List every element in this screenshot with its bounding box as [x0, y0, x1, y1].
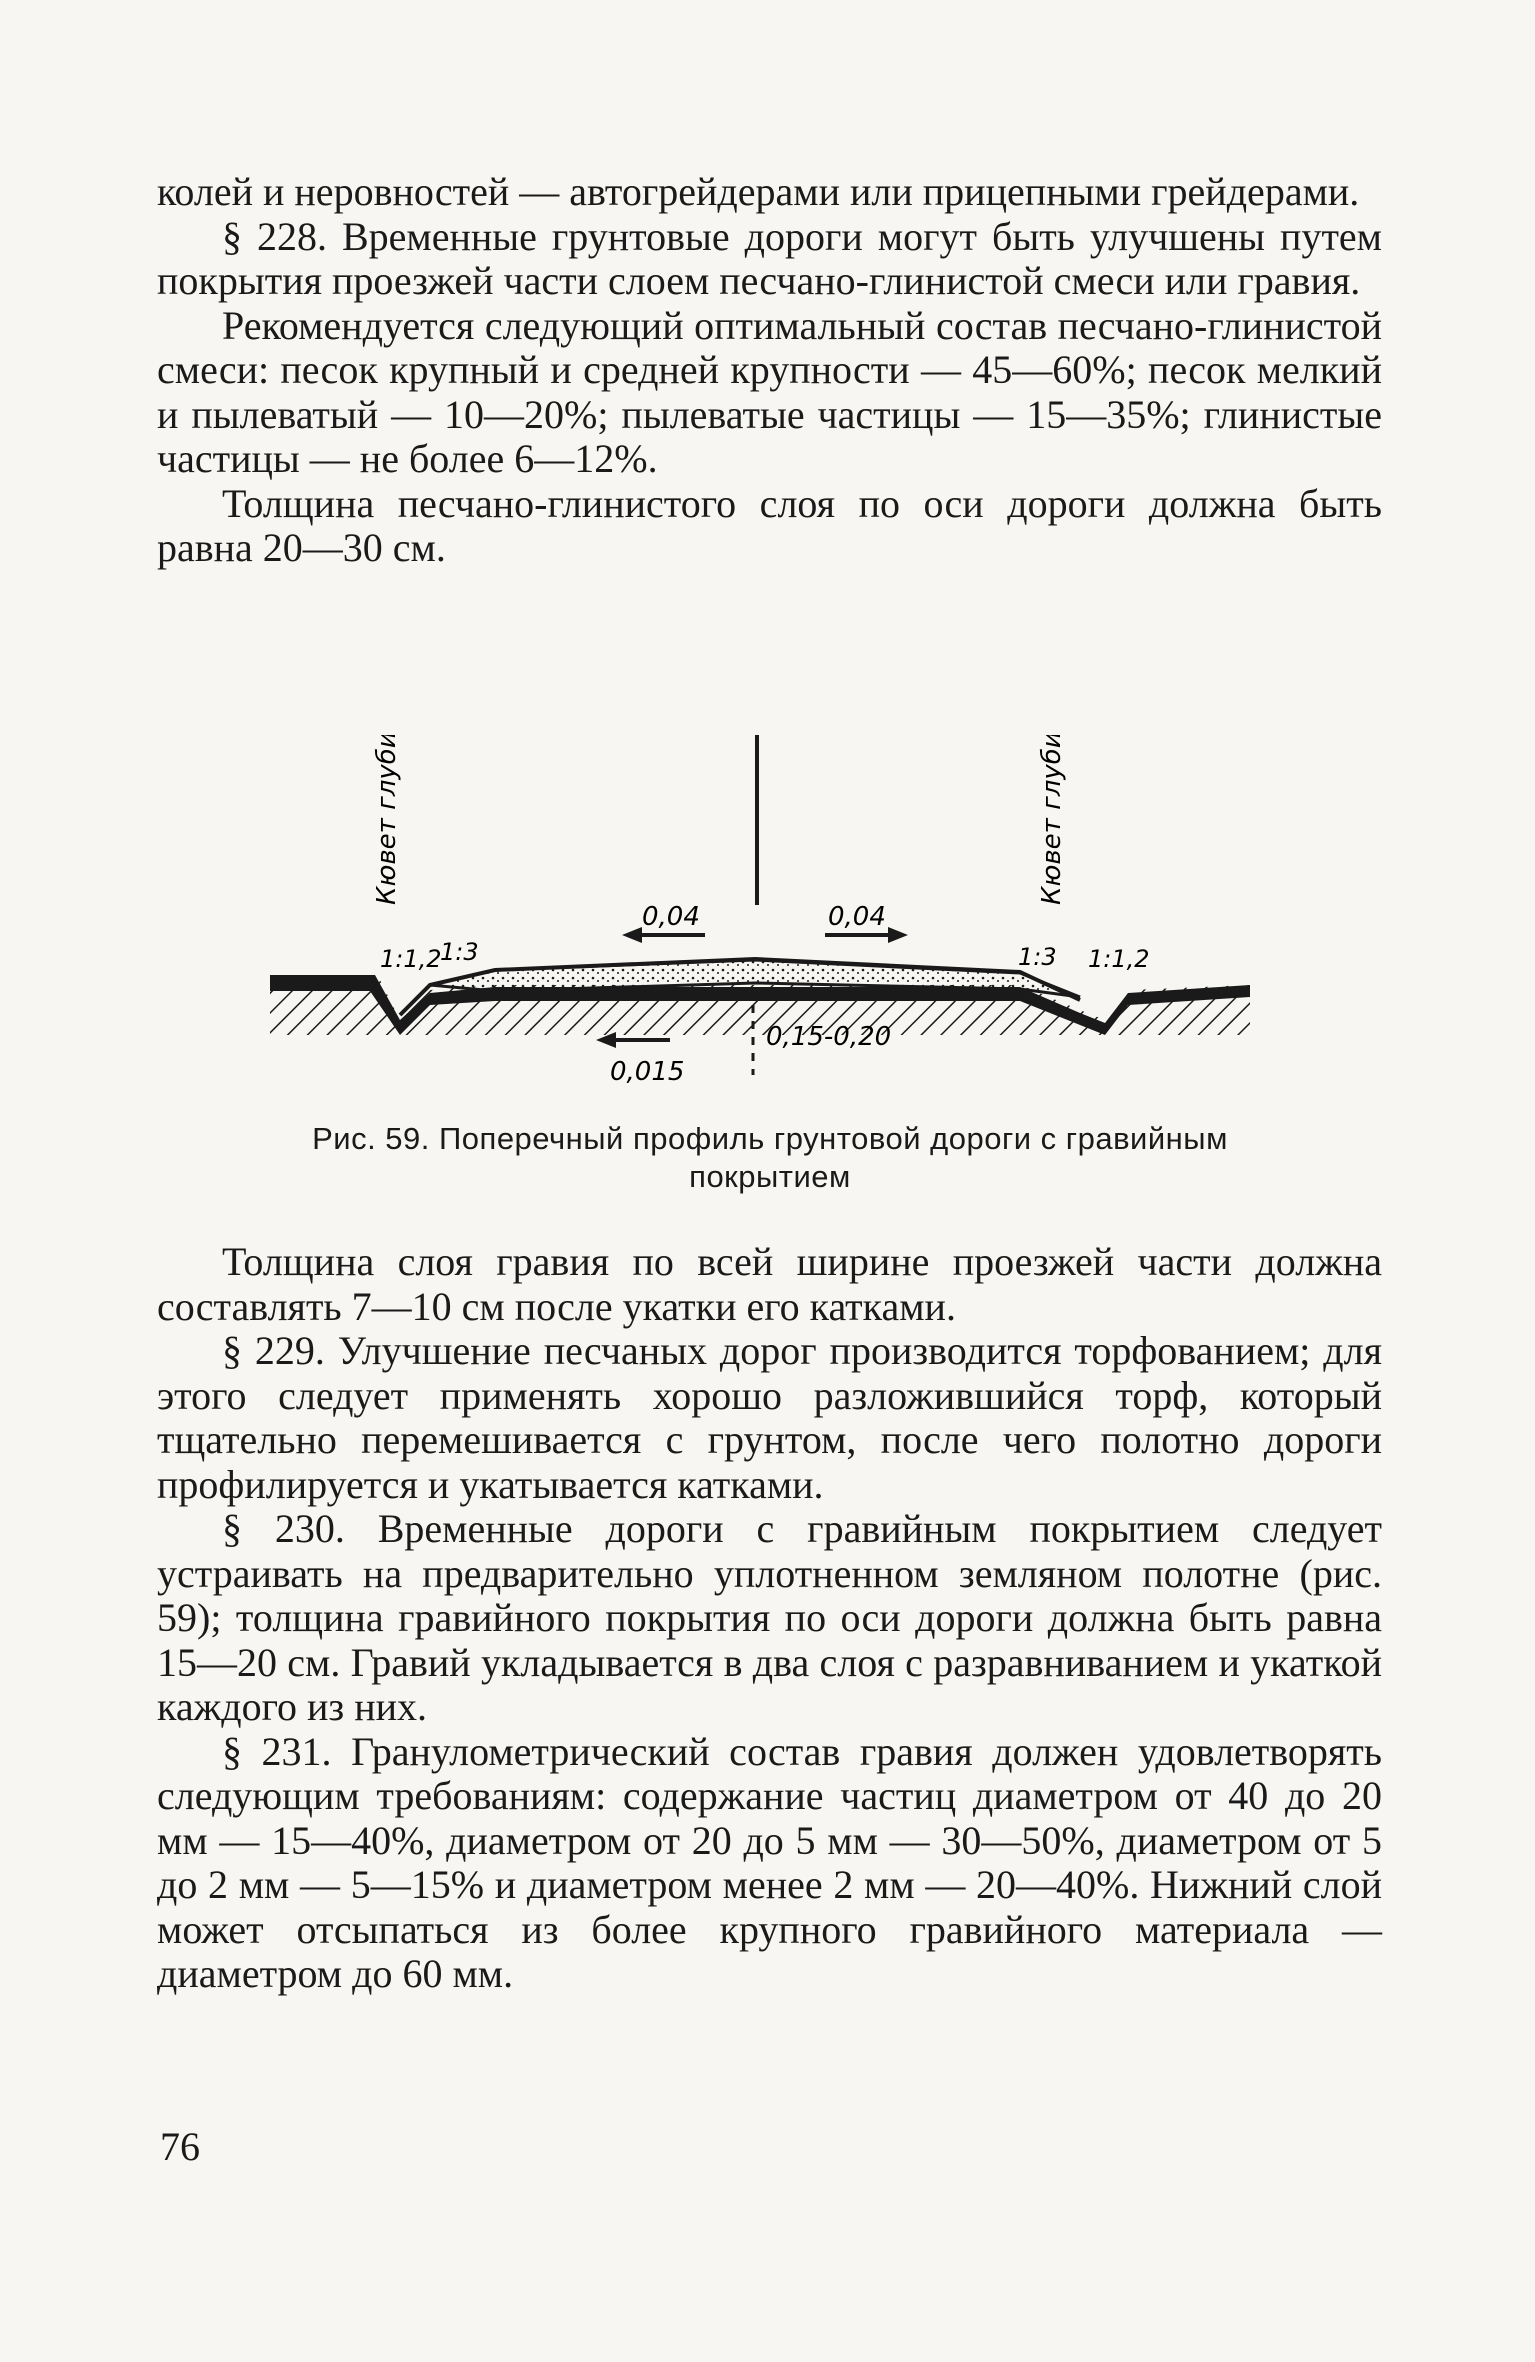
- text-block-top: [157, 170, 1382, 571]
- base-slope-label: 0,015: [610, 1057, 685, 1087]
- road-cross-section-figure: [250, 735, 1270, 1120]
- left-ditch-label: Кювет глубиной 0,3: [372, 735, 402, 905]
- text-block-bottom: [157, 1240, 1382, 1997]
- right-crossfall-label: 0,04: [828, 902, 886, 932]
- right-slope-inner-label: 1:3: [1018, 943, 1057, 971]
- paragraph-228: § 228. Временные грунтовые дороги могут быть улучшены путем покрытия проезжей части слоем песчано-глинистой смеси или гравия.: [157, 213, 1382, 303]
- paragraph-229: § 229. Улучшение песчаных дорог производится торфованием; для этого следует применять хорошо разложившийся торф, который тщательно перемешивается с грунтом, после чего полотно дороги профилируется и укатывается катками.: [157, 1328, 1382, 1507]
- left-slope-inner-label: 1:3: [440, 938, 479, 966]
- paragraph-231: § 231. Гранулометрический состав гравия должен удовлетворять следующим требованиям: содержание частиц диаметром от 40 до 20 мм — 15—40%, диаметром от 20 до 5 мм — 30—50%, диаметром от 5 до 2 мм — 5—15% и диаметром менее 2 мм — 20—40%. Нижний слой может отсыпаться из более крупного гравийного материала — диаметром до 60 мм.: [157, 1728, 1382, 1996]
- thickness-label: 0,15-0,20: [766, 1022, 892, 1052]
- paragraph-gravel-thickness: Толщина слоя гравия по всей ширине проезжей части должна составлять 7—10 см после укатки его катками.: [157, 1239, 1382, 1329]
- page-number: 76: [160, 2124, 200, 2169]
- left-crossfall-label: 0,04: [642, 902, 700, 932]
- paragraph-thickness: Толщина песчано-глинистого слоя по оси дороги должна быть равна 20—30 см.: [157, 480, 1382, 570]
- paragraph: колей и неровностей — автогрейдерами или прицепными грейдерами.: [157, 169, 1360, 214]
- left-slope-outer-label: 1:1,2: [380, 945, 442, 973]
- paragraph-recommended-mix: Рекомендуется следующий оптимальный состав песчано-глинистой смеси: песок крупный и средней крупности — 45—60%; песок мелкий и пылеватый — 10—20%; пылеватые частицы — 15—35%; глинистые частицы — не более 6—12%.: [157, 302, 1382, 481]
- figure-caption: Рис. 59. Поперечный профиль грунтовой дороги с гравийным покрытием: [312, 1121, 1228, 1194]
- right-ditch-label: Кювет глубиной 0,3: [1037, 735, 1067, 905]
- right-slope-outer-label: 1:1,2: [1088, 945, 1150, 973]
- paragraph-230: § 230. Временные дороги с гравийным покрытием следует устраивать на предварительно уплотненном земляном полотне (рис. 59); толщина гравийного покрытия по оси дороги должна быть равна 15—20 см. Гравий укладывается в два слоя с разравниванием и укаткой каждого из них.: [157, 1506, 1382, 1729]
